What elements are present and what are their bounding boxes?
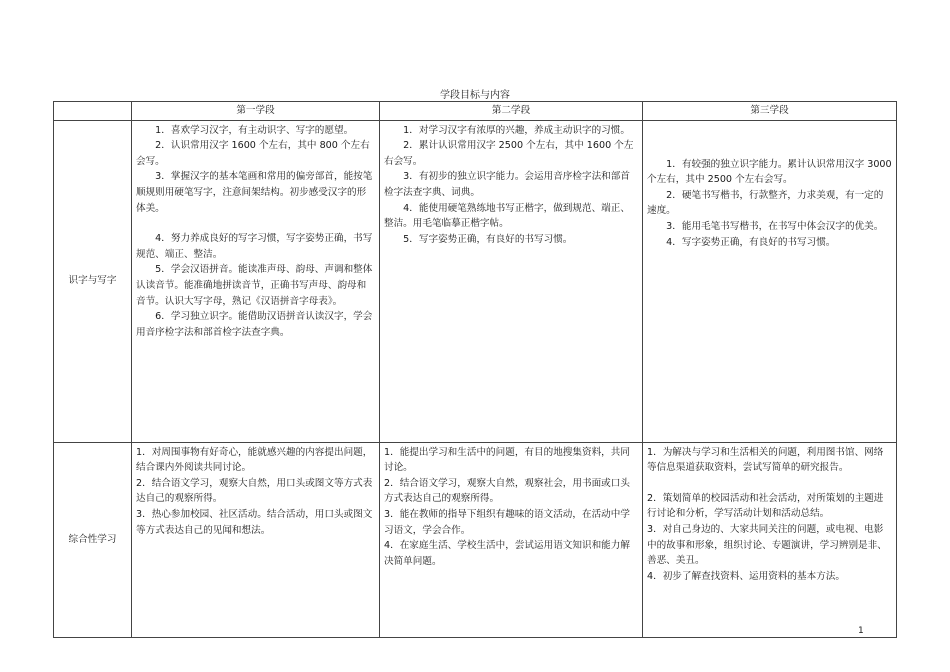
page-number: 1 xyxy=(858,626,864,636)
literacy-stage-3 xyxy=(643,120,897,442)
header-stage-2: 第二学段 xyxy=(380,102,643,121)
list-item: 4．在家庭生活、学校生活中，尝试运用语文知识和能力解决简单问题。 xyxy=(384,540,630,567)
list-item: 3．热心参加校园、社区活动。结合活动，用口头或图文等方式表达自己的见闻和想法。 xyxy=(136,508,373,536)
header-stage-3: 第三学段 xyxy=(643,102,897,121)
row-label-comprehensive: 综合性学习 xyxy=(54,442,132,637)
list-item: 2．累计认识常用汉字 2500 个左右，其中 1600 个左右会写。 xyxy=(384,140,634,167)
list-item: 1．对学习汉字有浓厚的兴趣，养成主动识字的习惯。 xyxy=(384,124,630,136)
list-item: 3．对自己身边的、大家共同关注的问题，或电视、电影中的故事和形象，组织讨论、专题演讲，学习辨别是非、善恶、美丑。 xyxy=(647,523,887,567)
list-item: 3．掌握汉字的基本笔画和常用的偏旁部首，能按笔顺规则用硬笔写字，注意间架结构。初步感受汉字的形体美。 xyxy=(136,171,373,214)
literacy-stage-2 xyxy=(380,120,643,442)
list-item: 4．能使用硬笔熟练地书写正楷字，做到规范、端正、整洁。用毛笔临摹正楷字帖。 xyxy=(384,202,630,230)
row-label-literacy: 识字与写字 xyxy=(54,120,132,442)
list-item: 1．对周围事物有好奇心，能就感兴趣的内容提出问题，结合课内外阅读共同讨论。 xyxy=(136,446,373,474)
comprehensive-stage-3 xyxy=(643,442,897,637)
list-item: 1．喜欢学习汉字，有主动识字、写字的愿望。 xyxy=(136,124,354,136)
header-blank xyxy=(54,102,132,121)
list-item: 1．能提出学习和生活中的问题，有目的地搜集资料，共同讨论。 xyxy=(384,446,630,474)
list-item: 3．能用毛笔书写楷书，在书写中体会汉字的优美。 xyxy=(647,220,884,232)
list-item: 6．学习独立识字。能借助汉语拼音认读汉字，学会用音序检字法和部首检字法查字典。 xyxy=(136,311,373,338)
table-row-literacy xyxy=(54,120,897,442)
list-item: 3．有初步的独立识字能力。会运用音序检字法和部首检字法查字典、词典。 xyxy=(384,171,630,198)
curriculum-table xyxy=(53,101,897,638)
list-item: 3．能在教师的指导下组织有趣味的语文活动，在活动中学习语文，学会合作。 xyxy=(384,508,630,536)
list-item: 4．努力养成良好的写字习惯，写字姿势正确，书写规范、端正、整洁。 xyxy=(136,233,373,260)
comprehensive-stage-2 xyxy=(380,442,643,637)
table-header-row xyxy=(54,102,897,121)
list-item: 5．学会汉语拼音。能读准声母、韵母、声调和整体认读音节。能准确地拼读音节，正确书写声母、韵母和音节。认识大写字母，熟记《汉语拼音字母表》。 xyxy=(136,264,373,307)
comprehensive-stage-1 xyxy=(132,442,380,637)
list-item: 4．写字姿势正确，有良好的书写习惯。 xyxy=(647,236,836,248)
list-item: 2．认识常用汉字 1600 个左右，其中 800 个左右会写。 xyxy=(136,140,370,167)
list-item: 2．策划简单的校园活动和社会活动，对所策划的主题进行讨论和分析，学写活动计划和活动总结。 xyxy=(647,492,884,520)
list-item: 4．初步了解查找资料、运用资料的基本方法。 xyxy=(647,570,845,582)
list-item: 1．为解决与学习和生活相关的问题，利用图书馆、网络等信息渠道获取资料，尝试写简单的研究报告。 xyxy=(647,446,884,474)
list-item: 2．结合语文学习，观察大自然，用口头或图文等方式表达自己的观察所得。 xyxy=(136,477,373,505)
list-item: 5．写字姿势正确，有良好的书写习惯。 xyxy=(384,233,573,245)
document-title: 学段目标与内容 xyxy=(440,90,510,101)
literacy-stage-1 xyxy=(132,120,380,442)
list-item: 2．硬笔书写楷书，行款整齐，力求美观，有一定的速度。 xyxy=(647,189,884,217)
table-row-comprehensive xyxy=(54,442,897,637)
header-stage-1: 第一学段 xyxy=(132,102,380,121)
list-item: 1．有较强的独立识字能力。累计认识常用汉字 3000 个左右，其中 2500 个左右会写。 xyxy=(647,158,892,186)
list-item: 2．结合语文学习，观察大自然，观察社会，用书面或口头方式表达自己的观察所得。 xyxy=(384,477,630,505)
